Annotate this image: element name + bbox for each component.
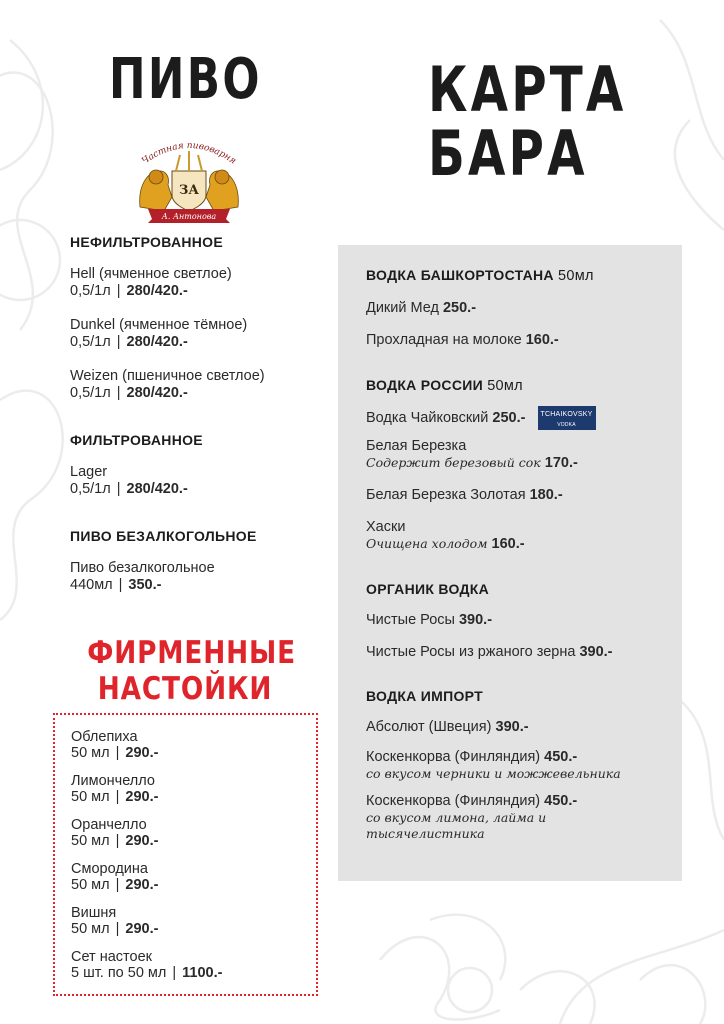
vodka-note: со вкусом черники и можжевельника <box>366 766 621 781</box>
separator: | <box>118 577 123 593</box>
section-heading-text: ВОДКА РОССИИ <box>366 377 483 393</box>
vodka-price: 250.- <box>442 300 477 316</box>
beer-title: ПИВО <box>109 47 262 112</box>
vodka-item <box>366 749 682 782</box>
tincture-item <box>71 949 316 981</box>
filtered-heading: ФИЛЬТРОВАННОЕ <box>70 432 203 448</box>
vodka-name: Водка Чайковский <box>366 409 489 426</box>
tincture-price: 1100.- <box>182 965 223 981</box>
beer-item-volume: 440мл <box>70 577 113 593</box>
vodka-price: 160.- <box>491 536 525 552</box>
vodka-name: Хаски <box>366 519 406 535</box>
vodka-name: Дикий Мед <box>366 300 439 316</box>
tincture-price: 290.- <box>125 745 159 761</box>
beer-item <box>70 560 320 594</box>
beer-item <box>70 317 320 351</box>
separator: | <box>172 965 177 981</box>
tincture-volume: 50 мл <box>71 789 110 805</box>
beer-item-name: Hell (ячменное светлое) <box>70 266 232 282</box>
beer-section <box>70 234 320 594</box>
vodka-name: Белая Березка Золотая <box>366 487 526 503</box>
beer-item <box>70 464 320 498</box>
vodka-price: 450.- <box>544 749 578 765</box>
beer-item-volume: 0,5/1л <box>70 334 111 350</box>
bashkortostan-heading <box>366 267 682 284</box>
vodka-item <box>366 406 682 430</box>
tincture-item <box>71 773 316 805</box>
vodka-note: тысячелистника <box>366 826 485 841</box>
separator: | <box>116 334 121 350</box>
tincture-name: Смородина <box>71 861 148 877</box>
tincture-price: 290.- <box>125 877 159 893</box>
tincture-price: 290.- <box>125 789 159 805</box>
vodka-name: Белая Березка <box>366 438 467 454</box>
tincture-item <box>71 729 316 761</box>
vodka-item <box>366 612 682 629</box>
separator: | <box>115 833 120 849</box>
tincture-volume: 50 мл <box>71 921 110 937</box>
vodka-price: 390.- <box>495 719 529 735</box>
separator: | <box>115 877 120 893</box>
tchaikovsky-logo <box>538 406 596 430</box>
tinctures-title <box>87 635 297 707</box>
beer-item-price: 350.- <box>128 577 162 593</box>
vodka-name: Абсолют (Швеция) <box>366 719 492 735</box>
import-heading: ВОДКА ИМПОРТ <box>366 688 483 704</box>
vodka-name: Прохладная на молоке <box>366 332 522 348</box>
tincture-item <box>71 817 316 849</box>
vodka-name: Чистые Росы из ржаного зерна <box>366 644 576 660</box>
tincture-volume: 5 шт. по 50 мл <box>71 965 167 981</box>
beer-item-price: 280/420.- <box>126 481 188 497</box>
separator: | <box>116 481 121 497</box>
vodka-price: 160.- <box>525 332 559 348</box>
section-volume: 50мл <box>558 268 594 284</box>
tinctures-box <box>53 713 318 996</box>
separator: | <box>115 745 120 761</box>
tinctures-title-line1: ФИРМЕННЫЕ <box>87 635 297 671</box>
beer-item-name: Weizen (пшеничное светлое) <box>70 368 265 384</box>
vodka-item <box>366 719 682 736</box>
vodka-price: 390.- <box>458 612 493 628</box>
vodka-name: Коскенкорва (Финляндия) <box>366 749 541 765</box>
logo-arc-text: Частная пивоварня <box>140 140 238 167</box>
russia-heading <box>366 377 682 394</box>
vodka-item <box>366 519 682 553</box>
vodka-item <box>366 487 682 504</box>
bar-menu-title-line1: КАРТА <box>428 53 627 126</box>
vodka-price: 180.- <box>529 487 563 503</box>
logo-monogram: ЗА <box>179 183 199 198</box>
tincture-name: Оранчелло <box>71 817 147 833</box>
beer-item-name: Lager <box>70 464 108 480</box>
bar-menu-title <box>428 53 627 190</box>
beer-item-price: 280/420.- <box>126 334 188 350</box>
beer-item <box>70 266 320 300</box>
vodka-item <box>366 438 682 472</box>
separator: | <box>116 283 121 299</box>
vodka-name: Чистые Росы <box>366 612 455 628</box>
tincture-name: Облепиха <box>71 729 138 745</box>
badge-line1: TCHAIKOVSKY <box>540 411 593 418</box>
vodka-item <box>366 793 682 842</box>
unfiltered-heading: НЕФИЛЬТРОВАННОЕ <box>70 234 223 250</box>
vodka-price: 170.- <box>544 455 578 471</box>
tincture-name: Лимончелло <box>71 773 155 789</box>
vodka-note: Содержит березовый сок <box>366 455 541 470</box>
beer-item-volume: 0,5/1л <box>70 481 111 497</box>
tincture-volume: 50 мл <box>71 877 110 893</box>
separator: | <box>115 921 120 937</box>
tincture-name: Сет настоек <box>71 949 152 965</box>
brewery-logo <box>134 137 244 225</box>
section-heading-text: ВОДКА БАШКОРТОСТАНА <box>366 267 554 283</box>
vodka-price: 450.- <box>544 793 578 809</box>
tincture-volume: 50 мл <box>71 833 110 849</box>
section-volume: 50мл <box>487 378 523 394</box>
beer-item-volume: 0,5/1л <box>70 385 111 401</box>
logo-ribbon-text: А. Антонова <box>161 212 217 221</box>
separator: | <box>116 385 121 401</box>
beer-item-name: Пиво безалкогольное <box>70 560 215 576</box>
organic-heading: ОРГАНИК ВОДКА <box>366 581 489 597</box>
tincture-price: 290.- <box>125 921 159 937</box>
tincture-price: 290.- <box>125 833 159 849</box>
beer-item <box>70 368 320 402</box>
separator: | <box>115 789 120 805</box>
tincture-item <box>71 905 316 937</box>
vodka-item <box>366 644 682 661</box>
vodka-note: со вкусом лимона, лайма и <box>366 810 547 825</box>
vodka-note: Очищена холодом <box>366 536 488 551</box>
vodka-item <box>366 332 682 349</box>
badge-line2: VODKA <box>557 422 576 428</box>
beer-item-price: 280/420.- <box>126 385 188 401</box>
tinctures-title-line2: НАСТОЙКИ <box>97 671 273 707</box>
beer-item-volume: 0,5/1л <box>70 283 111 299</box>
tincture-volume: 50 мл <box>71 745 110 761</box>
bar-menu-title-line2: БАРА <box>428 117 588 190</box>
non-alcoholic-heading: ПИВО БЕЗАЛКОГОЛЬНОЕ <box>70 528 257 544</box>
vodka-name: Коскенкорва (Финляндия) <box>366 793 541 809</box>
beer-item-name: Dunkel (ячменное тёмное) <box>70 317 248 333</box>
tincture-item <box>71 861 316 893</box>
beer-item-price: 280/420.- <box>126 283 188 299</box>
tincture-name: Вишня <box>71 905 117 921</box>
vodka-price: 250.- <box>492 409 526 426</box>
vodka-panel <box>338 245 682 881</box>
vodka-price: 390.- <box>579 644 613 660</box>
vodka-item <box>366 300 682 317</box>
